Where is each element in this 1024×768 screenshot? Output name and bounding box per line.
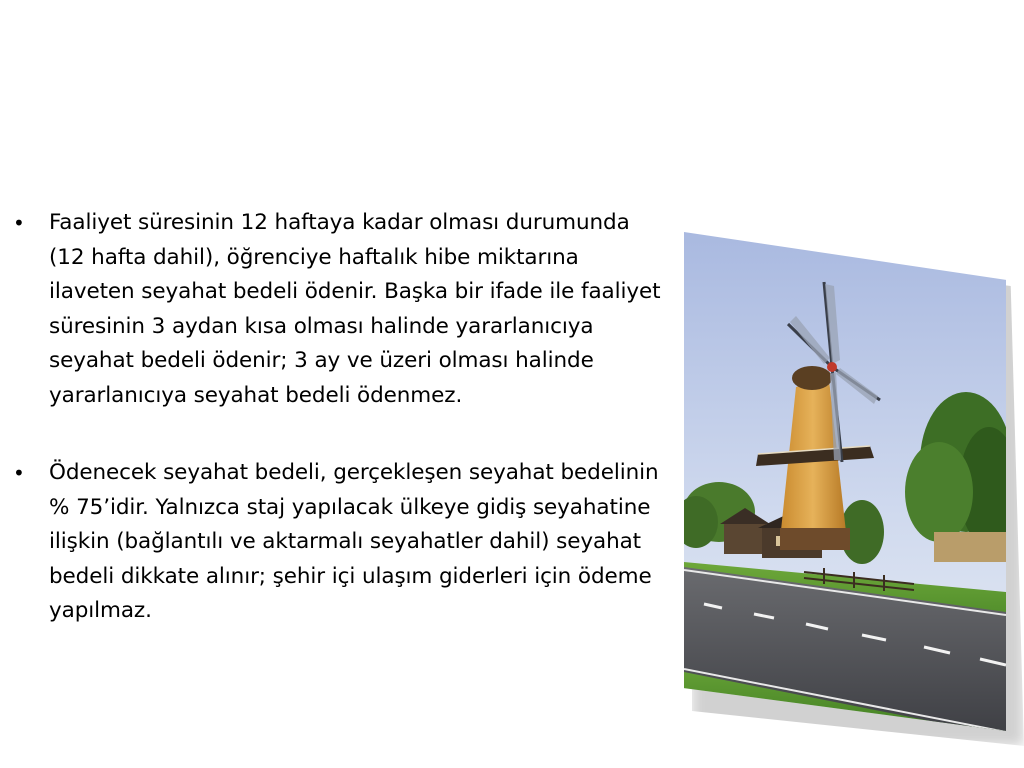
bullet-list: [0, 206, 670, 629]
windmill-photo-frame: [684, 232, 1024, 752]
windmill-photo: [684, 232, 1006, 736]
bullet-marker: •: [13, 211, 25, 235]
bullet-text-1: Faaliyet süresinin 12 haftaya kadar olması durumunda (12 hafta dahil), öğrenciye haftalık hibe miktarına ilaveten seyahat bedeli ödenir. Başka bir ifade ile faaliyet süresinin 3 aydan kısa olması halinde yararlanıcıya seyahat bedeli ödenir; 3 ay ve üzeri olması halinde yararlanıcıya seyahat bedeli ödenmez.: [49, 210, 661, 408]
bullet-item-1: [0, 206, 670, 413]
bullet-marker: •: [13, 461, 25, 485]
bullet-item-2: [0, 456, 670, 629]
windmill-illustration: [684, 232, 1006, 736]
bullet-text-2: Ödenecek seyahat bedeli, gerçekleşen seyahat bedelinin % 75’idir. Yalnızca staj yapılacak ülkeye gidiş seyahatine ilişkin (bağlantılı ve aktarmalı seyahatler dahil) seyahat bedeli dikkate alınır; şehir içi ulaşım giderleri için ödeme yapılmaz.: [49, 460, 659, 623]
